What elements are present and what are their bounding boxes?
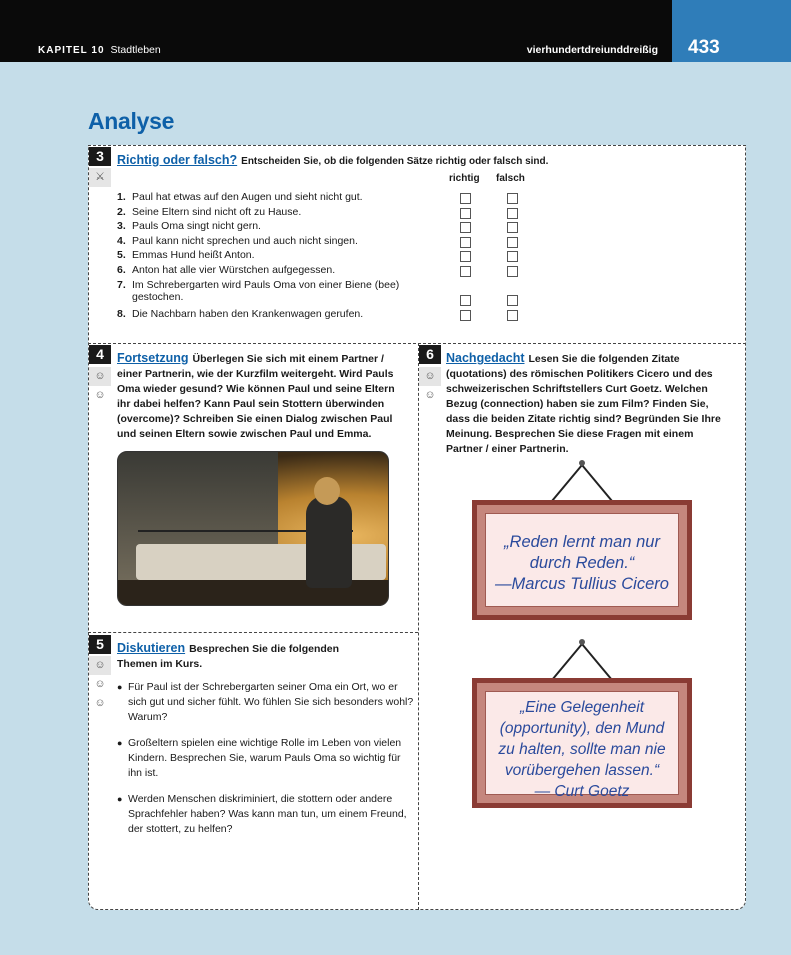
list-item: 6. Anton hat alle vier Würstchen aufgegessen. — [117, 264, 517, 279]
checkbox-false[interactable] — [507, 310, 518, 321]
class-icon: ☺☺☺ — [89, 656, 111, 675]
quote-sign-cicero — [472, 500, 692, 620]
exercise-3-heading: Richtig oder falsch? — [117, 153, 238, 167]
checkbox-false[interactable] — [507, 208, 518, 219]
exercise-3-header — [117, 153, 737, 169]
exercise-6-number: 6 — [419, 345, 441, 364]
quote-line: durch Reden.“ — [529, 554, 635, 572]
checkbox-false[interactable] — [507, 237, 518, 248]
chapter-topic: Stadtleben — [110, 44, 161, 56]
checkbox-true[interactable] — [460, 208, 471, 219]
checkbox-true[interactable] — [460, 295, 471, 306]
checkbox-true[interactable] — [460, 266, 471, 277]
page-number: 433 — [688, 37, 720, 58]
checkbox-true[interactable] — [460, 251, 471, 262]
exercise-4-body — [117, 351, 397, 442]
list-item: 7. Im Schrebergarten wird Pauls Oma von einer Biene (bee) gestochen. — [117, 279, 517, 308]
checkbox-false[interactable] — [507, 251, 518, 262]
exercise-3-instruction: Entscheiden Sie, ob die folgenden Sätze richtig oder falsch sind. — [241, 156, 549, 167]
quote-line: zu halten, sollte man nie — [498, 741, 666, 758]
exercise-6-text: Lesen Sie die folgenden Zitate (quotations) des römischen Politikers Cicero und des schweizerischen Schriftstellers Curt Goetz. Welchen Bezug (connection) haben sie zum Film? Finden Sie, dass die beiden Zitate richtig sind? Begründen Sie Ihre Meinung. Besprechen Sie diese Fragen mit einem Partner / einer Partnerin. — [446, 353, 721, 455]
exercise-5-header — [117, 641, 357, 672]
list-item: ● Für Paul ist der Schrebergarten seiner Oma ein Ort, wo er sich gut und sicher fühlt. Wo fühlen Sie sich besonders wohl? Warum? — [117, 680, 417, 725]
list-item: 3. Pauls Oma singt nicht gern. — [117, 220, 517, 235]
quote-line: „Eine Gelegenheit — [519, 699, 645, 716]
exercise-6-heading: Nachgedacht — [446, 351, 525, 365]
sign-2-string — [472, 632, 692, 682]
exercise-4-number: 4 — [89, 345, 111, 364]
list-item: 4. Paul kann nicht sprechen und auch nicht singen. — [117, 235, 517, 250]
chapter-label — [38, 44, 161, 56]
checkbox-true[interactable] — [460, 193, 471, 204]
exercise-5-intro: Besprechen Sie die folgenden Themen im Kurs. — [117, 643, 340, 670]
checkbox-false[interactable] — [507, 266, 518, 277]
quote-author: —Marcus Tullius Cicero — [495, 575, 669, 593]
group-icon: ☺☺ — [419, 367, 441, 386]
sign-1-string — [472, 455, 692, 505]
column-false: falsch — [496, 173, 525, 184]
exercise-4-heading: Fortsetzung — [117, 351, 189, 365]
list-item: 5. Emmas Hund heißt Anton. — [117, 249, 517, 264]
quote-sign-goetz — [472, 678, 692, 808]
section-title: Analyse — [88, 108, 175, 134]
true-false-list — [117, 191, 517, 322]
page-name: vierhundertdreiunddreißig — [526, 44, 658, 56]
exercise-5-heading: Diskutieren — [117, 641, 186, 655]
divider-v — [418, 343, 419, 910]
checkbox-true[interactable] — [460, 310, 471, 321]
chapter-number: KAPITEL 10 — [38, 45, 105, 56]
divider-h2 — [88, 632, 418, 633]
group-icon: ☺☺ — [89, 367, 111, 386]
checkbox-false[interactable] — [507, 222, 518, 233]
film-still-photo — [117, 451, 389, 606]
divider-h1 — [88, 343, 746, 344]
exercise-5-number: 5 — [89, 635, 111, 654]
list-item: 8. Die Nachbarn haben den Krankenwagen gerufen. — [117, 308, 517, 323]
list-item: ● Werden Menschen diskriminiert, die stottern oder andere Sprachfehler haben? Was kann man tun, um einem Freund, der stottert, zu helfen? — [117, 792, 417, 837]
discussion-list — [117, 680, 417, 848]
quote-line: „Reden lernt man nur — [504, 533, 660, 551]
checkbox-true[interactable] — [460, 237, 471, 248]
checkbox-false[interactable] — [507, 295, 518, 306]
checkbox-false[interactable] — [507, 193, 518, 204]
list-item: ● Großeltern spielen eine wichtige Rolle im Leben von vielen Kindern. Besprechen Sie, warum Pauls Oma so wichtig für ihn ist. — [117, 736, 417, 781]
quote-line: vorübergehen lassen.“ — [504, 762, 660, 779]
pair-icon: ⚔ — [89, 168, 111, 187]
exercise-6-body — [446, 351, 731, 457]
exercise-4-text: Überlegen Sie sich mit einem Partner / einer Partnerin, wie der Kurzfilm weitergeht. Wird Pauls Oma wieder gesund? Wie können Paul und seine Eltern ihr dabei helfen? Kann Paul sein Stottern überwinden (overcome)? Schreiben Sie einen Dialog zwischen Paul und seinen Eltern sowie zwischen Paul und Emma. — [117, 353, 395, 440]
column-true: richtig — [449, 173, 480, 184]
list-item: 2. Seine Eltern sind nicht oft zu Hause. — [117, 206, 517, 221]
list-item: 1. Paul hat etwas auf den Augen und sieht nicht gut. — [117, 191, 517, 206]
exercise-3-number: 3 — [89, 147, 111, 166]
checkbox-true[interactable] — [460, 222, 471, 233]
quote-line: (opportunity), den Mund — [499, 720, 665, 737]
quote-author: — Curt Goetz — [534, 783, 630, 800]
